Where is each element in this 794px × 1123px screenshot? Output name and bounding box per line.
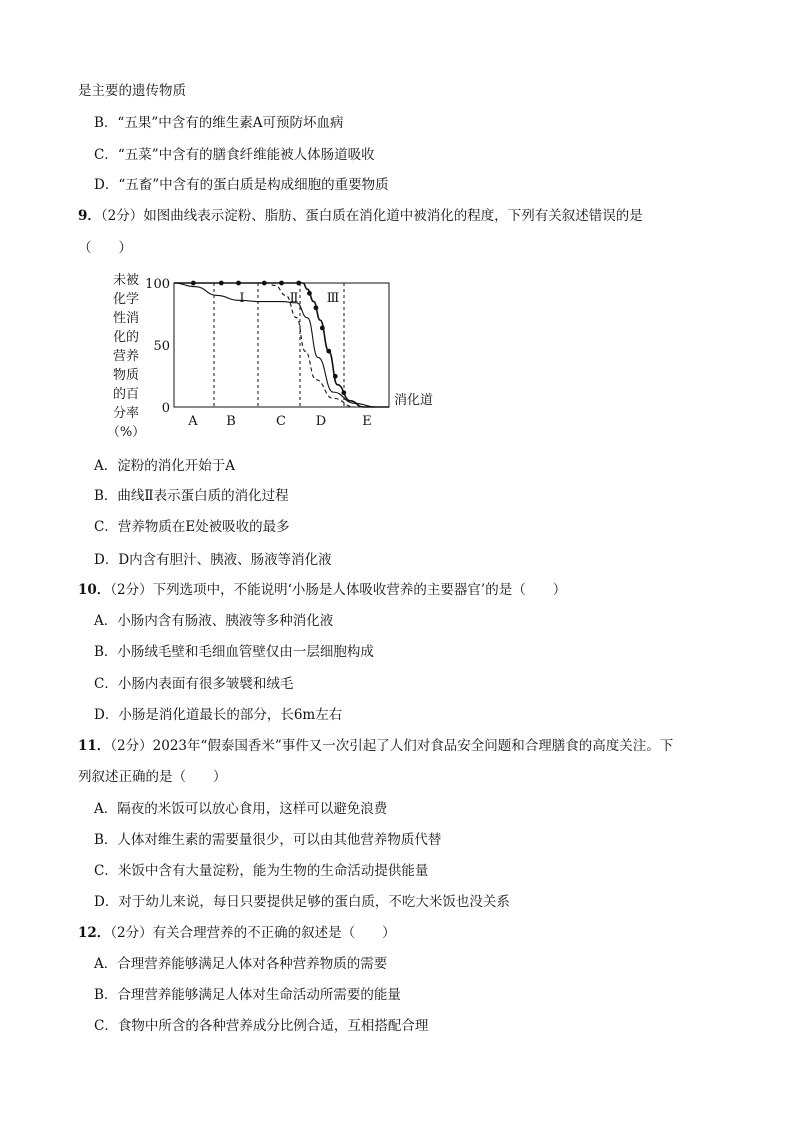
question-text: 下列选项中，不能说明‘小肠是人体吸收营养的主要器官’的是（ ） [152, 582, 567, 598]
curve-3-marker [262, 281, 267, 286]
curve-3-marker [236, 281, 241, 286]
curve-3-marker [296, 281, 301, 286]
q12-stem [78, 924, 396, 942]
curve-3-marker [333, 374, 338, 379]
curve-label: Ⅱ [289, 291, 299, 306]
curve-label: Ⅰ [239, 291, 245, 306]
question-score: （2分） [100, 208, 144, 224]
curves [174, 281, 389, 407]
question-number: 10． [78, 582, 111, 598]
question-number: 9． [78, 208, 101, 224]
x-category-label: E [362, 414, 372, 429]
q12-option-b: B．合理营养能够满足人体对生命活动所需要的能量 [94, 987, 401, 1003]
curve-3-marker [341, 390, 346, 395]
curve-label: Ⅲ [326, 291, 340, 306]
curve-3-marker [307, 291, 312, 296]
x-category-label: D [315, 414, 327, 429]
y-axis-label [107, 272, 145, 440]
continued-text: 是主要的遗传物质 [78, 83, 186, 99]
question-score: （2分） [110, 582, 153, 598]
curve-3-marker [219, 281, 224, 286]
question-number: 12． [78, 925, 111, 941]
question-score: （2分） [110, 925, 153, 941]
question-text: 如图曲线表示淀粉、脂肪、蛋白质在消化道中被消化的程度，下列有关叙述错误的是 [143, 208, 643, 224]
x-axis-label: 消化道 [394, 393, 434, 408]
q10-option-a: A．小肠内含有肠液、胰液等多种消化液 [94, 613, 334, 629]
question-text: 有关合理营养的不正确的叙述是（ ） [152, 925, 396, 941]
curve-3-marker [320, 326, 325, 331]
q11-option-d: D．对于幼儿来说，每日只要提供足够的蛋白质，不吃大米饭也没关系 [94, 894, 510, 910]
q8-option-c: C．“五菜”中含有的膳食纤维能被人体肠道吸收 [94, 147, 375, 163]
q9-option-c: C．营养物质在E处被吸收的最多 [94, 519, 290, 535]
curve-3-marker [314, 305, 319, 310]
y-axis-label-line: 未被 [112, 273, 140, 288]
y-tick-label: 100 [145, 277, 170, 292]
q9-answer-paren: （ ） [78, 240, 132, 256]
x-category-label: C [276, 414, 286, 429]
y-axis-label-line: 的百 [112, 387, 140, 402]
q8-option-d: D．“五畜”中含有的蛋白质是构成细胞的重要物质 [94, 177, 389, 193]
q9-option-b: B．曲线Ⅱ表示蛋白质的消化过程 [94, 488, 289, 504]
curve-3-marker [279, 281, 284, 286]
x-category-label: B [226, 414, 236, 429]
q10-option-d: D．小肠是消化道最长的部分，长6m左右 [94, 707, 343, 723]
x-category-label: A [188, 414, 198, 429]
x-category-labels [187, 414, 371, 429]
q11-stem-cont: 列叙述正确的是（ ） [78, 769, 227, 785]
y-axis-label-line: 物质 [112, 368, 140, 383]
y-tick-labels [145, 277, 170, 416]
q12-option-a: A．合理营养能够满足人体对各种营养物质的需要 [94, 956, 388, 972]
question-score: （2分） [110, 738, 153, 754]
q11-stem [78, 737, 673, 755]
y-axis-label-line: （%） [106, 425, 146, 440]
y-axis-label-line: 化的 [112, 330, 140, 345]
y-axis-label-line: 营养 [112, 349, 140, 364]
q10-option-b: B．小肠绒毛壁和毛细血管壁仅由一层细胞构成 [94, 644, 374, 660]
q11-option-b: B．人体对维生素的需要量很少，可以由其他营养物质代替 [94, 832, 442, 848]
question-text: 2023年“假泰国香米”事件又一次引起了人们对食品安全问题和合理膳食的高度关注。下 [152, 738, 674, 754]
q9-option-a: A．淀粉的消化开始于A [94, 458, 235, 474]
y-axis-label-line: 化学 [112, 292, 140, 307]
q11-option-c: C．米饭中含有大量淀粉，能为生物的生命活动提供能量 [94, 863, 429, 879]
q9-stem [78, 207, 643, 225]
y-tick-label: 50 [153, 339, 170, 354]
q11-option-a: A．隔夜的米饭可以放心食用，这样可以避免浪费 [94, 801, 388, 817]
y-tick-label: 0 [161, 401, 170, 416]
y-axis-label-line: 分率 [112, 406, 140, 421]
y-axis-label-line: 性消 [112, 311, 140, 326]
digestion-chart [98, 262, 458, 452]
curve-3-marker [191, 281, 196, 286]
question-number: 11． [78, 738, 111, 754]
q10-stem [78, 581, 566, 599]
q12-option-c: C．食物中所含的各种营养成分比例合适，互相搭配合理 [94, 1018, 429, 1034]
curve-labels [239, 291, 339, 306]
q8-option-b: B．“五果”中含有的维生素A可预防坏血病 [94, 115, 344, 131]
q9-option-d: D．D内含有胆汁、胰液、肠液等消化液 [94, 552, 332, 568]
q10-option-c: C．小肠内表面有很多皱襞和绒毛 [94, 676, 294, 692]
curve-1 [174, 283, 389, 407]
curve-3-marker [326, 349, 331, 354]
